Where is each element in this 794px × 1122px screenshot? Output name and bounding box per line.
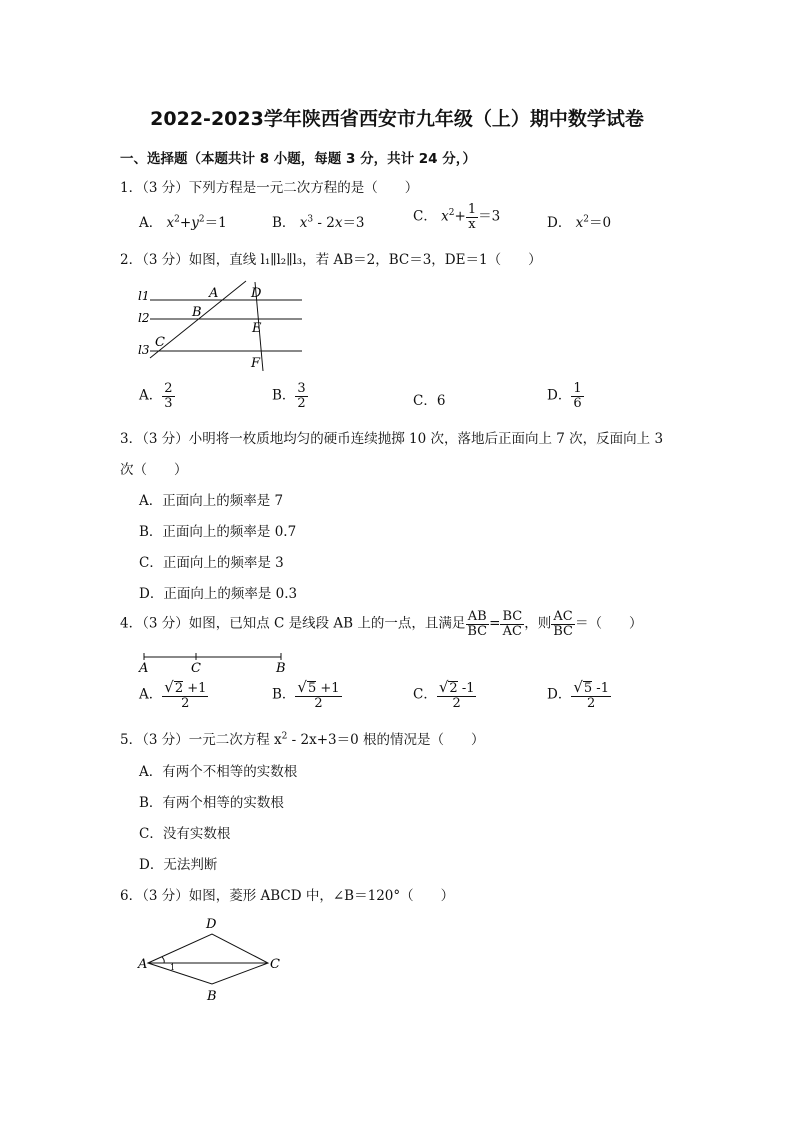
question-1-option-a[interactable]: A． $x^2+y^2=1$ xyxy=(139,214,227,231)
label-l1: l1 xyxy=(138,289,150,303)
question-3-option-b[interactable]: B．正面向上的频率是 0.7 xyxy=(139,524,297,540)
question-4-option-c[interactable]: C． √ 2 -1 2 xyxy=(413,678,475,711)
question-2-option-b[interactable]: B． $\frac{3}{2}$ xyxy=(272,381,306,411)
question-4-stem: 4．（3 分）如图，已知点 C 是线段 AB 上的一点，且满足 $\frac{AB}{BC}$ = $\frac{BC}{AC}$ ，则 $\frac{AC}{BC}$ ＝（ ） xyxy=(120,609,643,639)
label-b: B xyxy=(207,989,217,1004)
label-b: B xyxy=(276,661,286,675)
section-heading: 一、选择题（本题共计 8 小题，每题 3 分，共计 24 分，） xyxy=(120,151,477,167)
question-3-option-c[interactable]: C．正面向上的频率是 3 xyxy=(139,555,284,571)
question-3-stem-cont: 次（ ） xyxy=(120,462,188,478)
label-a: A xyxy=(139,661,149,675)
rhombus-figure xyxy=(134,912,294,1004)
question-5-option-c[interactable]: C．没有实数根 xyxy=(139,826,231,842)
label-c: C xyxy=(270,957,280,972)
question-4-option-d[interactable]: D． √ 5 -1 2 xyxy=(547,678,609,711)
question-3-stem: 3．（3 分）小明将一枚质地均匀的硬币连续抛掷 10 次，落地后正面向上 7 次，反面向上 3 xyxy=(120,431,664,447)
label-c: C xyxy=(191,661,201,675)
question-4-option-b[interactable]: B． √ 5 +1 2 xyxy=(272,678,340,711)
parallel-lines-figure xyxy=(130,278,315,376)
question-5-stem: 5．（3 分）一元二次方程 $x^2 - 2x+3=0$ 根的情况是（ ） xyxy=(120,731,485,748)
label-angle-1: 1 xyxy=(170,963,176,972)
label-c: C xyxy=(155,335,165,350)
question-1-option-c[interactable]: C． $x^2+$ $\frac{1}{x}$ ＝3 xyxy=(413,202,501,232)
label-d: D xyxy=(206,917,217,932)
page-title: 2022-2023学年陕西省西安市九年级（上）期中数学试卷 xyxy=(150,108,644,130)
fraction: $\frac{1}{x}$ xyxy=(467,202,477,232)
question-2-option-a[interactable]: A． $\frac{2}{3}$ xyxy=(139,381,173,411)
question-5-option-b[interactable]: B．有两个相等的实数根 xyxy=(139,795,284,811)
label-d: D xyxy=(251,286,262,301)
segment-figure xyxy=(136,650,296,675)
question-5-option-d[interactable]: D．无法判断 xyxy=(139,857,218,873)
question-1-option-d[interactable]: D． $x^2=0$ xyxy=(547,214,612,231)
question-2-option-d[interactable]: D． $\frac{1}{6}$ xyxy=(547,381,582,411)
question-1-stem: 1．（3 分）下列方程是一元二次方程的是（ ） xyxy=(120,180,419,196)
question-3-option-d[interactable]: D．正面向上的频率是 0.3 xyxy=(139,586,298,602)
label-b: B xyxy=(192,305,202,320)
label-a: A xyxy=(209,286,219,301)
question-2-stem: 2．（3 分）如图，直线 l₁∥l₂∥l₃，若 AB＝2，BC＝3，DE＝1（ ） xyxy=(120,252,542,268)
question-3-option-a[interactable]: A．正面向上的频率是 7 xyxy=(139,493,284,509)
angle-1-arc xyxy=(162,957,164,963)
label-f: F xyxy=(251,356,261,371)
rhombus-abcd xyxy=(148,934,268,984)
question-4-option-a[interactable]: A． √ 2 +1 2 xyxy=(139,678,207,711)
label-e: E xyxy=(252,321,262,336)
question-6-stem: 6．（3 分）如图，菱形 ABCD 中，∠B＝120°（ ） xyxy=(120,888,455,904)
question-2-option-c[interactable]: C．6 xyxy=(413,393,446,409)
label-l2: l2 xyxy=(138,311,150,325)
question-5-option-a[interactable]: A．有两个不相等的实数根 xyxy=(139,764,298,780)
question-1-option-b[interactable]: B． $x^3 - 2x=3$ xyxy=(272,214,365,231)
label-a: A xyxy=(138,957,148,972)
label-l3: l3 xyxy=(138,343,150,357)
